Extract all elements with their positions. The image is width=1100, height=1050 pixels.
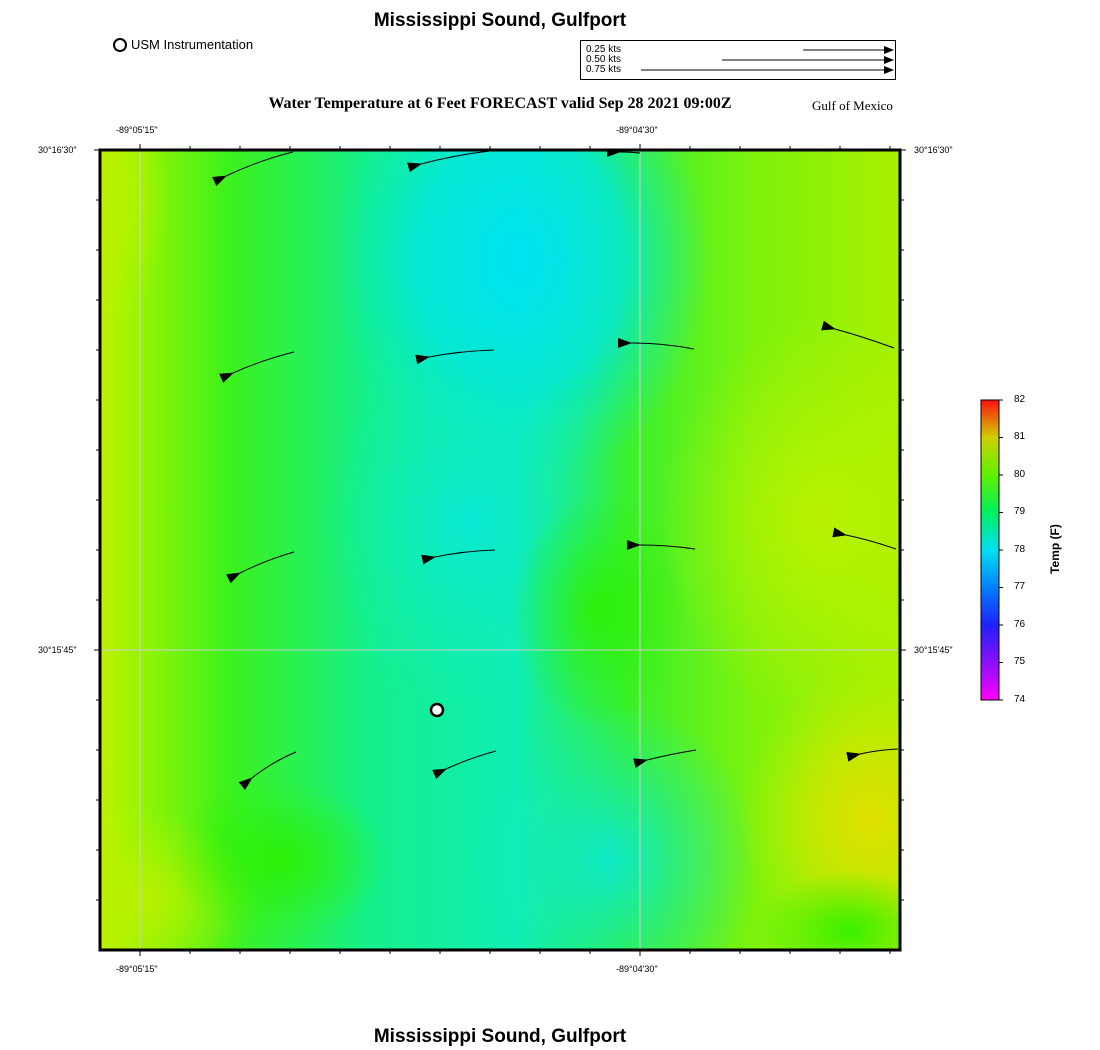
temperature-field [20, 30, 1000, 1020]
lon-label-bottom-right: -89°04'30" [616, 964, 658, 974]
colorbar [981, 400, 999, 700]
vector-key-label-2: 0.50 kts [586, 54, 622, 65]
colorbar-tick-label: 74 [1014, 694, 1026, 705]
colorbar-tick-label: 81 [1014, 431, 1026, 442]
vector-key-label-3: 0.75 kts [586, 64, 622, 75]
colorbar-tick-label: 79 [1014, 506, 1026, 517]
lat-label-right-top: 30°16'30" [914, 145, 953, 155]
lon-label-bottom-left: -89°05'15" [116, 964, 158, 974]
lat-label-right-mid: 30°15'45" [914, 645, 953, 655]
instrument-legend-label: USM Instrumentation [131, 37, 254, 52]
colorbar-tick-label: 78 [1014, 544, 1026, 555]
lat-label-left-top: 30°16'30" [38, 145, 77, 155]
colorbar-tick-label: 76 [1014, 619, 1026, 630]
colorbar-tick-label: 77 [1014, 581, 1026, 592]
map-title: Mississippi Sound, Gulfport [373, 10, 627, 31]
colorbar-ticks [999, 400, 1003, 700]
vector-key-label-1: 0.25 kts [586, 44, 622, 55]
map-title-bottom: Mississippi Sound, Gulfport [373, 1026, 627, 1047]
region-label: Gulf of Mexico [812, 98, 893, 113]
colorbar-title: Temp (F) [1048, 524, 1062, 574]
lat-label-left-mid: 30°15'45" [38, 645, 77, 655]
colorbar-tick-label: 75 [1014, 656, 1026, 667]
lon-label-top-right: -89°04'30" [616, 125, 658, 135]
colorbar-tick-label: 80 [1014, 469, 1026, 480]
instrument-location-marker [431, 704, 443, 716]
forecast-subtitle: Water Temperature at 6 Feet FORECAST valid Sep 28 2021 09:00Z [268, 95, 732, 112]
lon-label-top-left: -89°05'15" [116, 125, 158, 135]
colorbar-tick-label: 82 [1014, 394, 1026, 405]
